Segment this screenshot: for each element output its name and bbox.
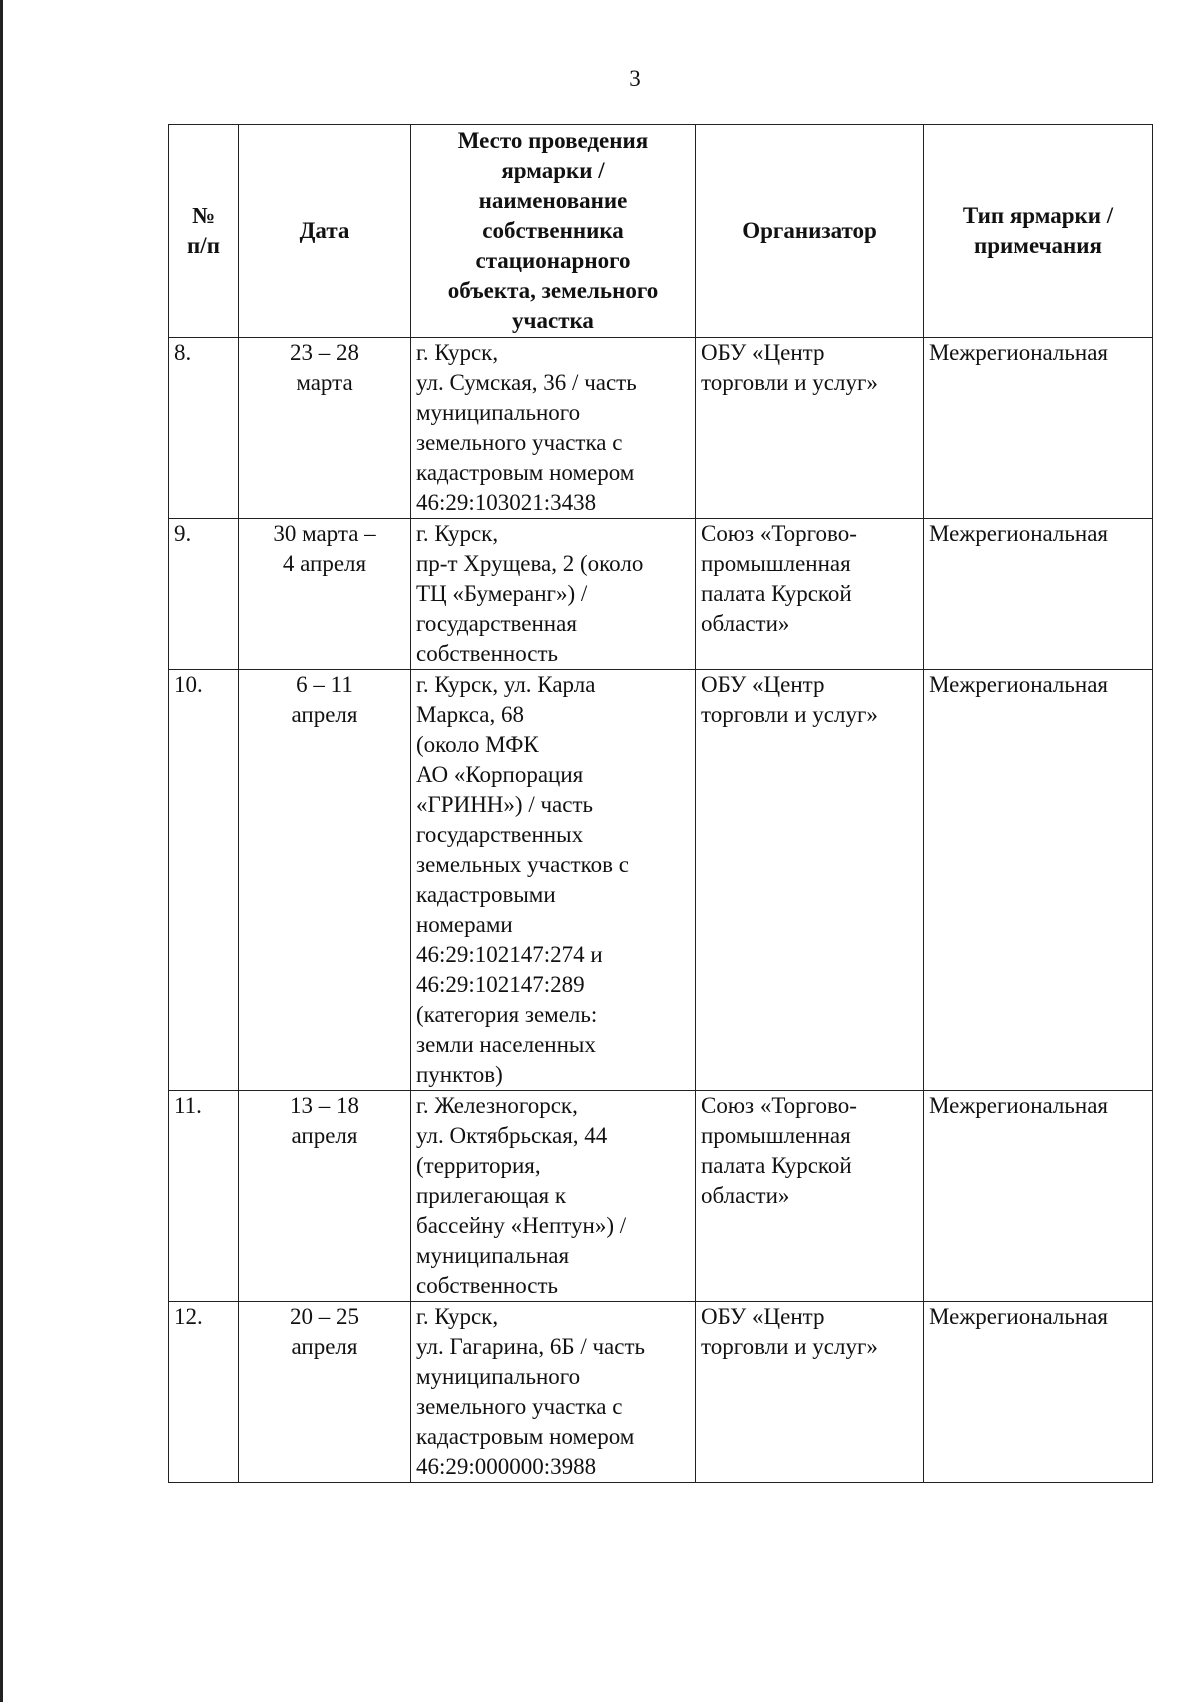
table-row: [169, 1091, 1153, 1302]
row-place: г. Курск, пр-т Хрущева, 2 (около ТЦ «Бумеранг») / государственная собственность: [411, 519, 696, 670]
row-number: 8.: [169, 338, 239, 519]
row-type: Межрегиональная: [924, 1091, 1153, 1302]
row-date: 6 – 11 апреля: [239, 670, 411, 1091]
row-organizer: Союз «Торгово- промышленная палата Курской области»: [696, 1091, 924, 1302]
row-place: г. Курск, ул. Гагарина, 6Б / часть муниципального земельного участка с кадастровым номером 46:29:000000:3988: [411, 1302, 696, 1483]
row-place: г. Курск, ул. Сумская, 36 / часть муниципального земельного участка с кадастровым номером 46:29:103021:3438: [411, 338, 696, 519]
table-row: [169, 670, 1153, 1091]
row-organizer: ОБУ «Центр торговли и услуг»: [696, 338, 924, 519]
page-number: 3: [629, 66, 641, 91]
row-date: 20 – 25 апреля: [239, 1302, 411, 1483]
row-date: 13 – 18 апреля: [239, 1091, 411, 1302]
header-date: Дата: [239, 125, 411, 338]
table-row: [169, 519, 1153, 670]
row-type: Межрегиональная: [924, 1302, 1153, 1483]
row-organizer: ОБУ «Центр торговли и услуг»: [696, 670, 924, 1091]
row-date: 23 – 28 марта: [239, 338, 411, 519]
header-organizer: Организатор: [696, 125, 924, 338]
header-number: № п/п: [169, 125, 239, 338]
row-number: 12.: [169, 1302, 239, 1483]
row-type: Межрегиональная: [924, 338, 1153, 519]
header-type: Тип ярмарки / примечания: [924, 125, 1153, 338]
row-number: 9.: [169, 519, 239, 670]
table-row: [169, 338, 1153, 519]
row-number: 10.: [169, 670, 239, 1091]
row-place: г. Курск, ул. Карла Маркса, 68 (около МФК АО «Корпорация «ГРИНН») / часть государственных земельных участков с кадастровыми номерами 46:29:102147:274 и 46:29:102147:289 (категория земель: земли населенных пунктов): [411, 670, 696, 1091]
row-type: Межрегиональная: [924, 670, 1153, 1091]
fair-schedule-table: [168, 124, 1153, 1483]
row-date: 30 марта – 4 апреля: [239, 519, 411, 670]
row-organizer: ОБУ «Центр торговли и услуг»: [696, 1302, 924, 1483]
header-place: Место проведения ярмарки / наименование собственника стационарного объекта, земельного участка: [411, 125, 696, 338]
row-type: Межрегиональная: [924, 519, 1153, 670]
row-organizer: Союз «Торгово- промышленная палата Курской области»: [696, 519, 924, 670]
row-place: г. Железногорск, ул. Октябрьская, 44 (территория, прилегающая к бассейну «Нептун») / муниципальная собственность: [411, 1091, 696, 1302]
page-left-edge: [0, 0, 3, 1702]
row-number: 11.: [169, 1091, 239, 1302]
table-header-row: [169, 125, 1153, 338]
table-row: [169, 1302, 1153, 1483]
